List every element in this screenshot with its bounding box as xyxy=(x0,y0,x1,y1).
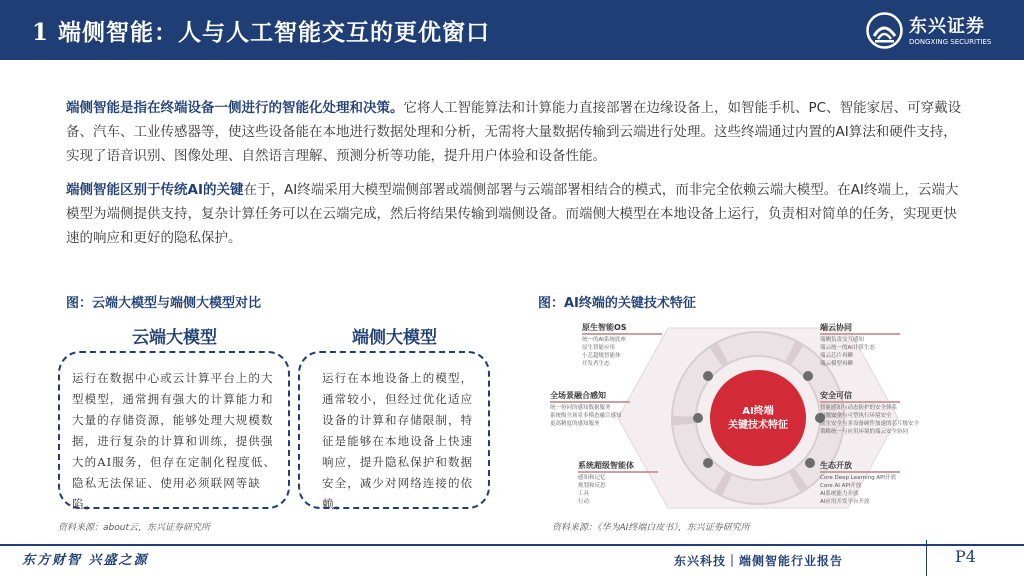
logo-chinese-name: 东兴证券 xyxy=(909,16,985,37)
section-native-os-rule xyxy=(582,333,662,335)
section-cloud-coop-line: 端云模型再瞬 xyxy=(820,361,854,367)
section-perception-rule xyxy=(550,401,630,403)
section-native-os-line: 统一的AI系统底座 xyxy=(582,337,626,343)
figure-left-source: 资料来源：about云，东兴证券研究所 xyxy=(58,523,210,533)
figure-right-source: 资料来源：《华为AI终端白皮书》，东兴证券研究所 xyxy=(552,523,750,533)
cloud-model-heading: 云端大模型 xyxy=(132,328,217,348)
edge-model-heading: 端侧大模型 xyxy=(352,328,437,348)
intro-p1-bold: 端侧智能是指在终端设备一侧进行的智能化处理和决策。 xyxy=(66,100,404,116)
page-title: 1 端侧智能：人与人工智能交互的更优窗口 xyxy=(32,19,491,46)
section-native-os-line: 小艺超级智能体 xyxy=(582,353,621,359)
intro-p1-text: 它将人工智能算法和计算能力直接部署在边缘设备上，如智能手机、PC、智能家居、可穿戴设备、汽车、工业传感器等，使这些设备能在本地进行数据处理和分析，无需将大量数据传输到云端进行处理。这些终端通过内置的AI算法和硬件支持，实现了语音识别、图像处理、自然语言理解、预测分析等功能，提升用户体验和设备性能。 xyxy=(66,100,962,164)
ai-terminal-diagram xyxy=(548,318,968,518)
section-cloud-coop-rule xyxy=(820,333,900,335)
intro-p2-bold: 端侧智能区别于传统AI的关键 xyxy=(66,182,244,198)
section-security-line: 内置安全与可塑执行环境安全 xyxy=(820,413,892,419)
section-ecosystem-line: Core AI API开放 xyxy=(820,483,862,489)
section-cloud-coop-title: 端云协同 xyxy=(820,323,852,332)
section-agent-line: 规划和反思 xyxy=(578,483,606,489)
intro-paragraph-1 xyxy=(66,96,966,168)
section-agent-rule xyxy=(578,471,658,473)
logo-english-name: DONGXING SECURITIES xyxy=(909,38,992,46)
section-ecosystem-line: Core Deep Learning API开放 xyxy=(820,475,897,481)
intro-p2-text: 在于，AI终端采用大模型端侧部署或端侧部署与云端部署相结合的模式，而非完全依赖云端大模型。在AI终端上，云端大模型为端侧提供支持，复杂计算任务可以在云端完成，然后将结果传输到端侧设备。而端侧大模型在本地设备上运行，负责相对简单的任务，实现更快速的响应和更好的隐私保护。 xyxy=(66,182,959,246)
diagram-center-line1: AI终端 xyxy=(742,406,774,417)
logo-mark-icon xyxy=(866,12,903,49)
intro-paragraph-2 xyxy=(66,178,966,250)
section-security-rule xyxy=(820,401,900,403)
diagram-center-line2: 关键技术特征 xyxy=(728,420,788,431)
section-cloud-coop-line: 端侧负责交互感知 xyxy=(820,337,865,343)
section-agent-line: 工具 xyxy=(578,491,590,497)
section-ecosystem-line: AI应用开发平台开放 xyxy=(820,499,870,505)
footer-slogan: 东方财智 兴盛之源 xyxy=(22,553,149,568)
cloud-model-description: 运行在数据中心或云计算平台上的大型模型，通常拥有强大的计算能力和大量的存储资源，能够处理大规模数据，进行复杂的计算和训练，提供强大的AI服务，但存在定制化程度低、隐私无法保证、使用必须联网等缺陷。 xyxy=(72,371,277,511)
section-security-line: 原生安全与多设备硬件加速的芯片级安全 xyxy=(820,421,920,427)
section-native-os-line: 开发者生态 xyxy=(582,361,610,367)
section-cloud-coop-line: 端云芯片再瞬 xyxy=(820,353,854,359)
figure-right-title: 图：AI终端的关键技术特征 xyxy=(538,296,696,311)
company-logo xyxy=(866,12,1006,52)
section-ecosystem-rule xyxy=(820,471,900,473)
section-perception-title: 全场景融合感知 xyxy=(550,391,606,400)
section-cloud-coop-line: 端云统一的AI计算生态 xyxy=(820,345,875,351)
section-perception-line: 更高精度的感知服务 xyxy=(550,421,600,427)
header-bar xyxy=(0,0,1024,60)
footer-divider xyxy=(0,544,1024,546)
section-security-title: 安全可信 xyxy=(820,391,852,400)
section-ecosystem-line: AI系统能力开放 xyxy=(820,491,859,497)
section-security-line: 策略统一与应用环境的端云安全协同 xyxy=(820,429,909,435)
page-number: P4 xyxy=(955,547,976,566)
figure-left-title: 图：云端大模型与端侧大模型对比 xyxy=(66,296,262,311)
section-agent-line: 感知和记忆 xyxy=(578,475,606,481)
section-perception-line: 系统级全场景多模态融合感知 xyxy=(550,413,622,419)
section-perception-line: 统一协同的感知数据服务 xyxy=(550,405,611,411)
edge-model-description: 运行在本地设备上的模型，通常较小，但经过优化适应设备的计算和存储限制，特征是能够在本地设备上快速响应，提升隐私保护和数据安全，减少对网络连接的依赖。 xyxy=(322,371,474,511)
section-agent-title: 系统超级智能体 xyxy=(578,461,634,470)
section-native-os-title: 原生智能OS xyxy=(582,323,627,332)
page-number-box xyxy=(926,540,1024,576)
section-security-line: 智能感知与动态防护的安全体系 xyxy=(820,405,898,411)
footer-report-name: 东兴科技｜端侧智能行业报告 xyxy=(674,554,844,568)
section-ecosystem-title: 生态开放 xyxy=(820,461,852,470)
section-native-os-line: 原生智能应用 xyxy=(582,345,616,351)
section-agent-line: 行动 xyxy=(578,499,590,505)
